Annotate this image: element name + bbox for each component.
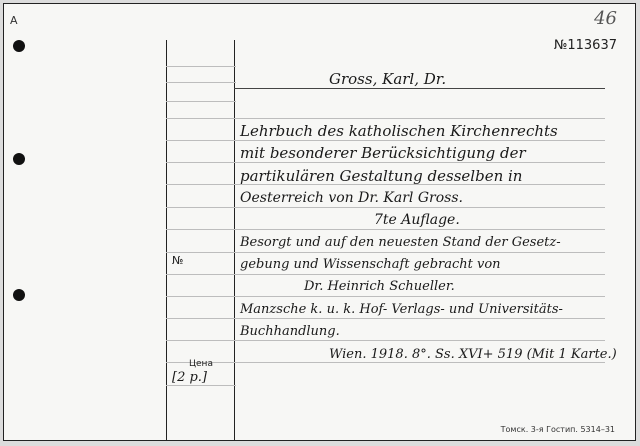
rule [166,385,236,386]
rule [166,118,605,119]
rule [166,66,236,67]
rule [166,274,605,275]
editor-line-2: gebung und Wissenschaft gebracht von [240,257,501,272]
author-underline [234,88,605,89]
editor-line-3: Dr. Heinrich Schueller. [304,279,455,294]
rule [166,252,605,253]
editor-line-1: Besorgt und auf den neuesten Stand der Gesetz- [240,235,561,250]
publisher-line-2: Buchhandlung. [240,324,340,339]
right-margin-line [234,40,235,440]
punch-hole-top [13,40,25,52]
page-number: 46 [594,8,617,29]
rule [166,140,605,141]
publisher-line-1: Manzsche k. u. k. Hof- Verlags- und Universitäts- [240,302,563,317]
catalog-card [3,3,636,441]
rule [166,340,605,341]
inventory-number: №113637 [553,38,617,53]
price-value: [2 р.] [172,370,208,385]
rule [166,162,605,163]
author-heading: Gross, Karl, Dr. [329,70,447,88]
title-line-2: mit besonderer Berücksichtigung der [240,144,526,162]
imprint: Wien. 1918. 8°. Ss. XVI+ 519 (Mit 1 Karte.) [329,347,617,362]
title-line-3: partikulären Gestaltung desselben in [240,167,523,185]
rule [166,229,605,230]
punch-hole-middle [13,153,25,165]
title-line-1: Lehrbuch des katholischen Kirchenrechts [240,122,558,140]
printer-footer: Томск. 3-я Гостип. 5314–31 [500,425,615,434]
rule [166,82,236,83]
left-margin-line [166,40,167,440]
punch-hole-bottom [13,289,25,301]
number-label: № [172,254,184,267]
rule [166,207,605,208]
corner-letter: А [10,14,18,27]
rule [166,101,236,102]
rule [166,318,605,319]
title-line-4: Oesterreich von Dr. Karl Gross. [240,190,463,206]
edition: 7te Auflage. [374,212,460,228]
price-label: Цена [189,359,213,369]
rule [166,296,605,297]
